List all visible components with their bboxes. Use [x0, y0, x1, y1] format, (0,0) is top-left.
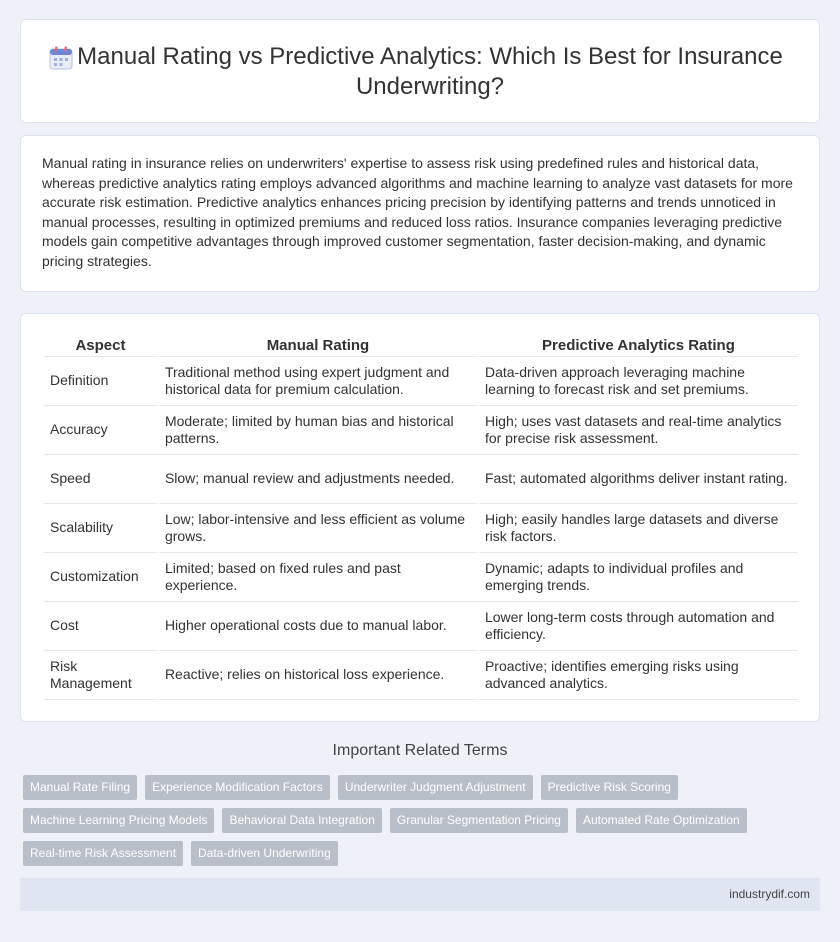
footer-bar — [20, 878, 820, 911]
comparison-table — [42, 334, 800, 700]
header-predictive-rating: Predictive Analytics Rating — [479, 334, 798, 357]
predictive-cell: Data-driven approach leveraging machine learning to forecast risk and set premiums. — [479, 357, 798, 406]
aspect-cell: Speed — [44, 455, 157, 504]
comparison-card — [20, 313, 820, 722]
aspect-cell: Risk Management — [44, 651, 157, 700]
table-row — [44, 504, 798, 553]
header-aspect: Aspect — [44, 334, 157, 357]
table-row — [44, 406, 798, 455]
predictive-cell: Proactive; identifies emerging risks using advanced analytics. — [479, 651, 798, 700]
page-title: Manual Rating vs Predictive Analytics: Which Is Best for Insurance Underwriting? — [77, 43, 783, 100]
title-card — [20, 19, 820, 123]
related-term-tag[interactable]: Manual Rate Filing — [23, 775, 137, 800]
table-row — [44, 357, 798, 406]
table-row — [44, 553, 798, 602]
related-terms-list — [23, 775, 803, 866]
aspect-cell: Cost — [44, 602, 157, 651]
related-term-tag[interactable]: Real-time Risk Assessment — [23, 841, 183, 866]
table-row — [44, 602, 798, 651]
manual-cell: Limited; based on fixed rules and past experience. — [159, 553, 477, 602]
table-row — [44, 651, 798, 700]
manual-cell: Slow; manual review and adjustments needed. — [159, 455, 477, 504]
related-terms-title: Important Related Terms — [332, 742, 508, 759]
manual-cell: Moderate; limited by human bias and historical patterns. — [159, 406, 477, 455]
predictive-cell: Lower long-term costs through automation and efficiency. — [479, 602, 798, 651]
related-term-tag[interactable]: Automated Rate Optimization — [576, 808, 747, 833]
intro-card — [20, 135, 820, 292]
related-term-tag[interactable]: Machine Learning Pricing Models — [23, 808, 214, 833]
table-header-row — [44, 334, 798, 357]
predictive-cell: Dynamic; adapts to individual profiles and emerging trends. — [479, 553, 798, 602]
table-row — [44, 455, 798, 504]
predictive-cell: High; easily handles large datasets and diverse risk factors. — [479, 504, 798, 553]
predictive-cell: Fast; automated algorithms deliver instant rating. — [479, 455, 798, 504]
manual-cell: Traditional method using expert judgment and historical data for premium calculation. — [159, 357, 477, 406]
aspect-cell: Scalability — [44, 504, 157, 553]
aspect-cell: Definition — [44, 357, 157, 406]
related-term-tag[interactable]: Granular Segmentation Pricing — [390, 808, 568, 833]
related-term-tag[interactable]: Experience Modification Factors — [145, 775, 330, 800]
related-term-tag[interactable]: Underwriter Judgment Adjustment — [338, 775, 533, 800]
footer-site-link[interactable]: industrydif.com — [729, 887, 810, 901]
intro-paragraph: Manual rating in insurance relies on underwriters' expertise to assess risk using predefined rules and historical data, whereas predictive analytics rating employs advanced algorithms and machine learning to analyze vast datasets for more accurate risk estimation. Predictive analytics enhances pricing precision by identifying patterns and trends unnoticed in manual processes, resulting in optimized premiums and reduced loss ratios. Insurance companies leveraging predictive models gain competitive advantages through improved customer segmentation, faster decision-making, and dynamic pricing strategies. — [42, 155, 793, 269]
related-term-tag[interactable]: Predictive Risk Scoring — [541, 775, 678, 800]
manual-cell: Higher operational costs due to manual labor. — [159, 602, 477, 651]
related-term-tag[interactable]: Behavioral Data Integration — [222, 808, 381, 833]
aspect-cell: Customization — [44, 553, 157, 602]
manual-cell: Low; labor-intensive and less efficient as volume grows. — [159, 504, 477, 553]
related-term-tag[interactable]: Data-driven Underwriting — [191, 841, 338, 866]
aspect-cell: Accuracy — [44, 406, 157, 455]
header-manual-rating: Manual Rating — [159, 334, 477, 357]
predictive-cell: High; uses vast datasets and real-time analytics for precise risk assessment. — [479, 406, 798, 455]
manual-cell: Reactive; relies on historical loss experience. — [159, 651, 477, 700]
